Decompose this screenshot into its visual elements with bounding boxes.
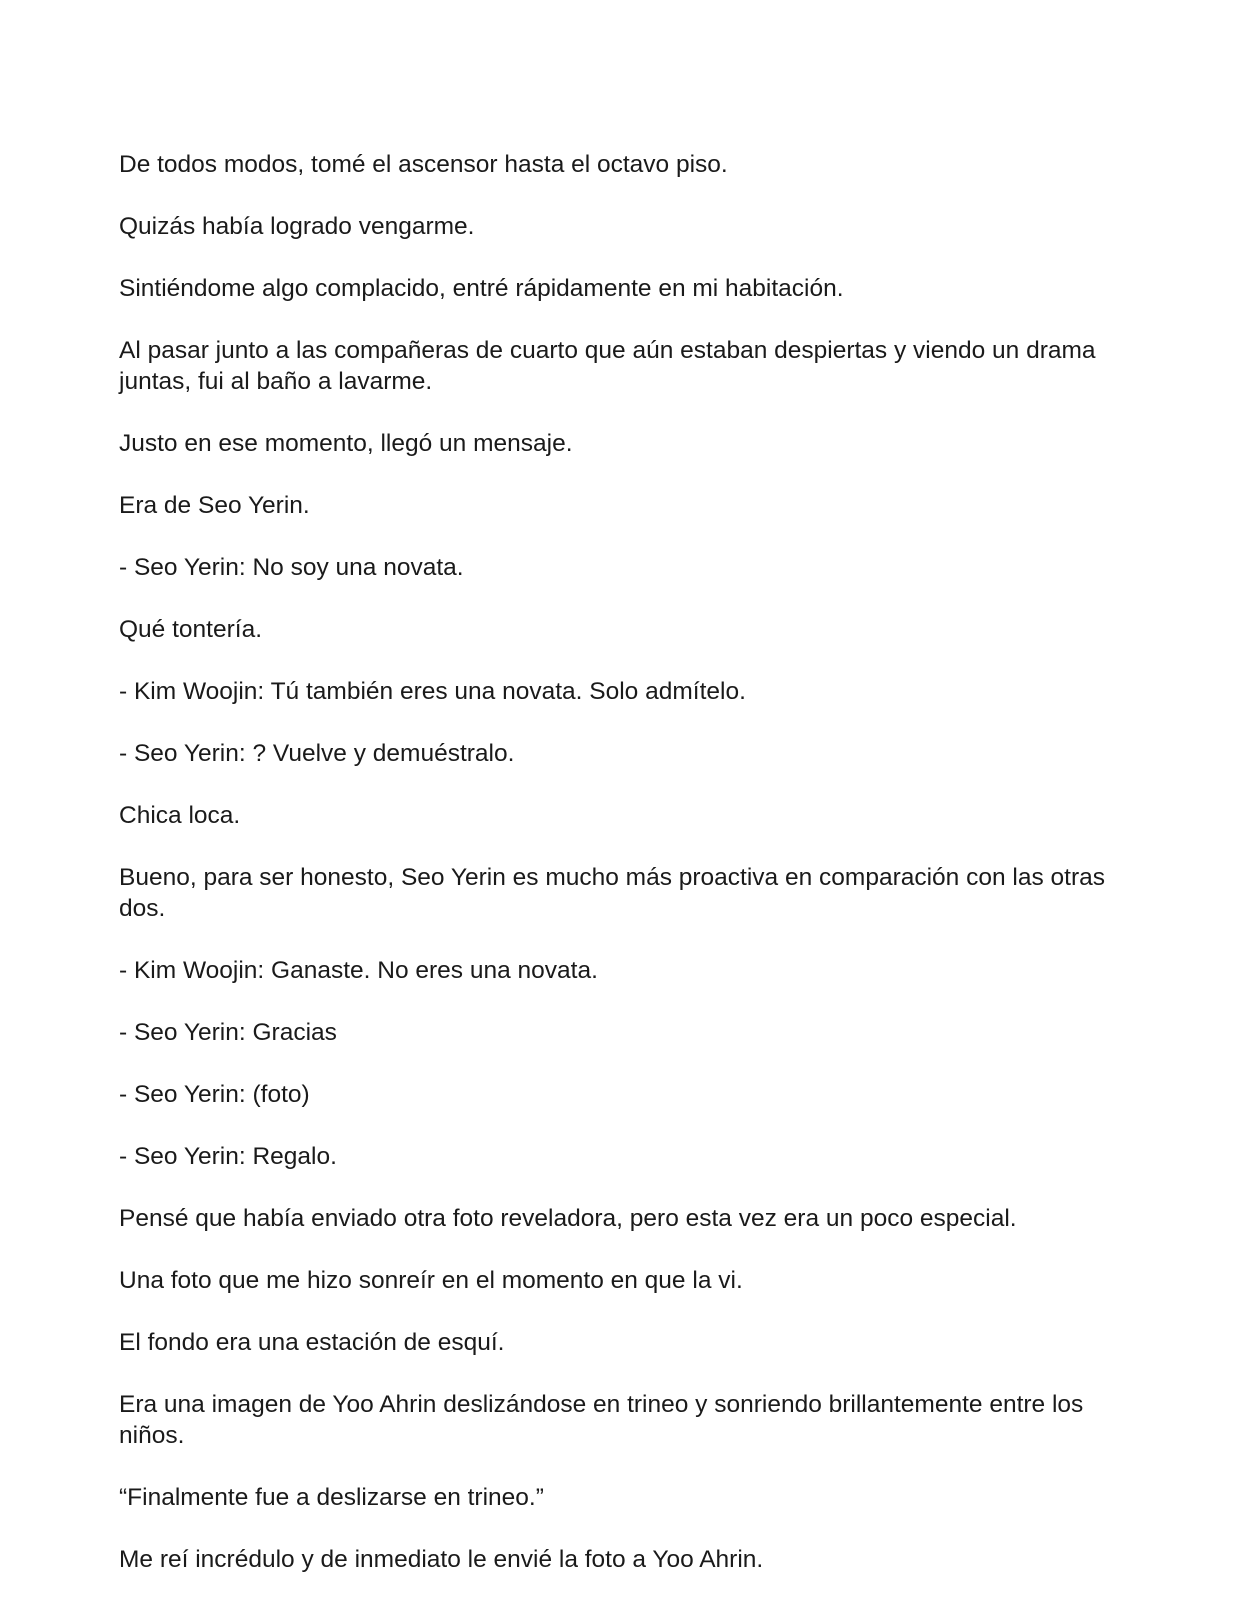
paragraph: Qué tontería.: [119, 616, 263, 643]
paragraph: De todos modos, tomé el ascensor hasta el octavo piso.: [119, 151, 728, 178]
chat-message: - Seo Yerin: Regalo.: [119, 1143, 337, 1170]
paragraph: El fondo era una estación de esquí.: [119, 1329, 505, 1356]
paragraph: Quizás había logrado vengarme.: [119, 213, 475, 240]
paragraph: Justo en ese momento, llegó un mensaje.: [119, 430, 573, 457]
chat-message: - Seo Yerin: ? Vuelve y demuéstralo.: [119, 740, 515, 767]
paragraph: Era una imagen de Yoo Ahrin deslizándose en trineo y sonriendo brillantemente entre los niños.: [119, 1391, 1084, 1449]
chat-message: - Kim Woojin: Tú también eres una novata. Solo admítelo.: [119, 678, 746, 705]
paragraph: Chica loca.: [119, 802, 241, 829]
chat-message: - Seo Yerin: (foto): [119, 1081, 310, 1108]
quoted-line: “Finalmente fue a deslizarse en trineo.”: [119, 1484, 544, 1511]
paragraph: Una foto que me hizo sonreír en el momento en que la vi.: [119, 1267, 743, 1294]
paragraph: Era de Seo Yerin.: [119, 492, 310, 519]
chat-message: - Kim Woojin: Ganaste. No eres una novata.: [119, 957, 598, 984]
paragraph: Al pasar junto a las compañeras de cuarto que aún estaban despiertas y viendo un drama juntas, fui al baño a lavarme.: [119, 337, 1096, 395]
paragraph: Me reí incrédulo y de inmediato le envié la foto a Yoo Ahrin.: [119, 1546, 764, 1573]
paragraph: Bueno, para ser honesto, Seo Yerin es mucho más proactiva en comparación con las otras dos.: [119, 864, 1106, 922]
chat-message: - Seo Yerin: Gracias: [119, 1019, 337, 1046]
paragraph: Sintiéndome algo complacido, entré rápidamente en mi habitación.: [119, 275, 844, 302]
chat-message: - Seo Yerin: No soy una novata.: [119, 554, 464, 581]
paragraph: Pensé que había enviado otra foto reveladora, pero esta vez era un poco especial.: [119, 1205, 1017, 1232]
document-body: [119, 149, 1129, 1606]
